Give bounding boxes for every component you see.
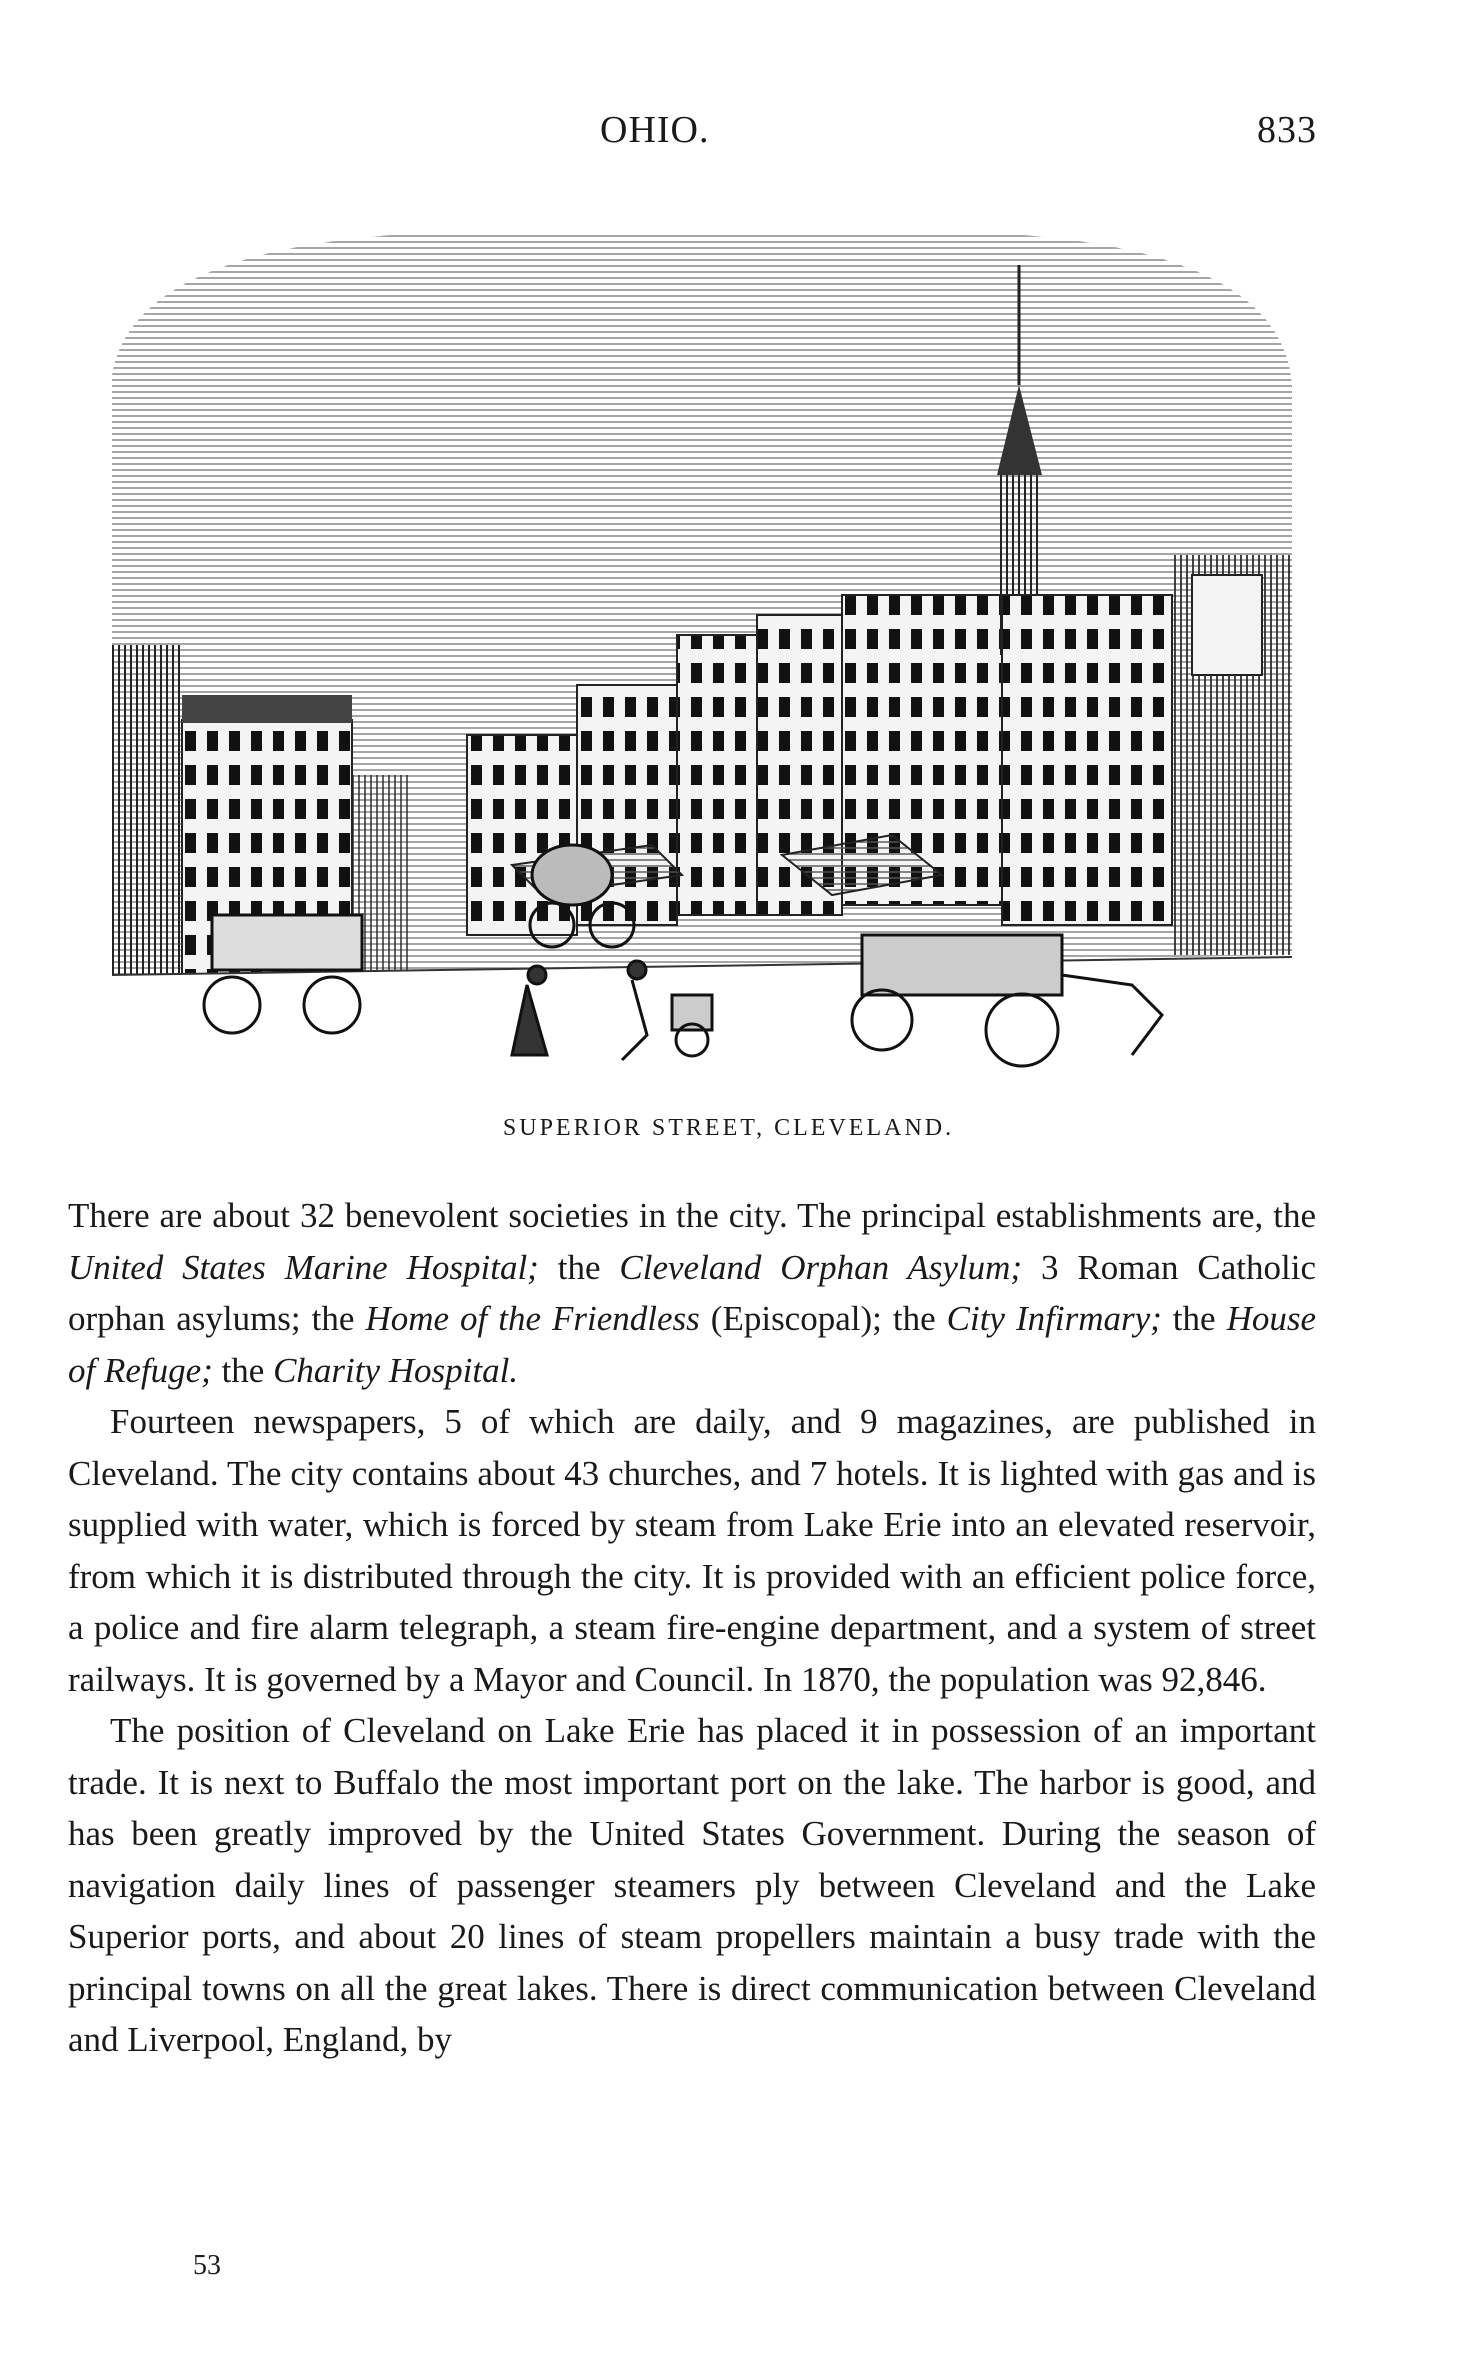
paragraph-trade: The position of Cleveland on Lake Erie has placed it in possession of an important trade. It is next to Buffalo the most important port on the lake. The harbor is good, and has been greatly improved by the United States Government. During the season of navigation daily lines of passenger steamers ply between Cleveland and the Lake Superior ports, and about 20 lines of steam propellers maintain a busy trade with the principal towns on all the great lakes. There is direct communication between Cleveland and Liverpool, England, by [68,1711,1316,2059]
running-head [0,108,1457,158]
body-text [68,1190,1316,2066]
paragraph-newspapers: Fourteen newspapers, 5 of which are daily, and 9 magazines, are published in Cleveland. The city contains about 43 churches, and 7 hotels. It is lighted with gas and is supplied with water, which is forced by steam from Lake Erie into an elevated reservoir, from which it is distributed through the city. It is provided with an efficient police force, a police and fire alarm telegraph, a steam fire-engine department, and a system of street railways. It is governed by a Mayor and Council. In 1870, the population was 92,846. [68,1402,1316,1699]
illustration-caption: SUPERIOR STREET, CLEVELAND. [502,1115,955,1141]
running-head-title: OHIO. [600,109,710,151]
street-engraving [92,215,1312,1085]
page-number: 833 [1257,109,1317,151]
signature-mark: 53 [193,2250,221,2281]
paragraph-institutions: There are about 32 benevolent societies in the city. The principal establishments are, the United States Marine Hospital; the Cleveland Orphan Asylum; 3 Roman Catholic orphan asylums; the Home of the Friendless (Episcopal); the City Infirmary; the House of Refuge; the Charity Hospital. [68,1196,1317,1390]
